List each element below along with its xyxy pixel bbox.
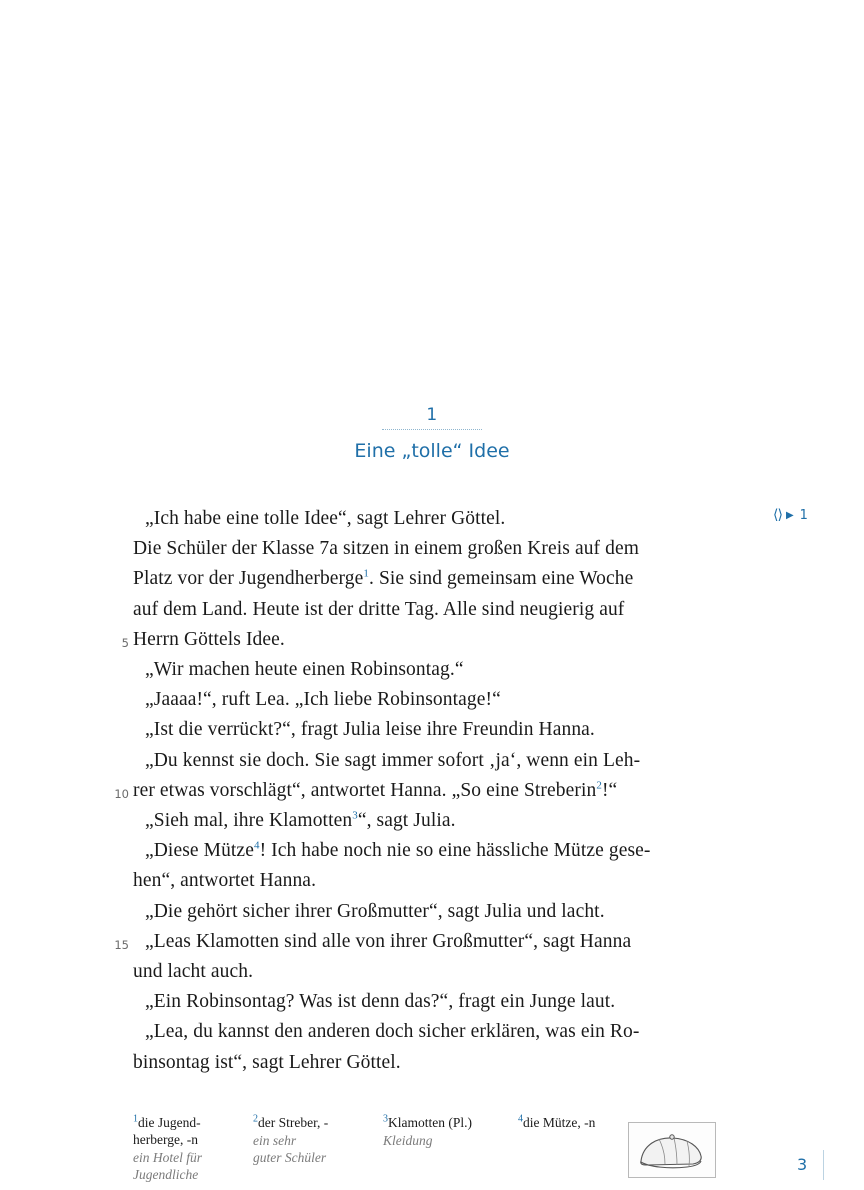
- line-text-cont: !“: [601, 779, 618, 801]
- page-edge-rule: [823, 1150, 824, 1180]
- story-line: [133, 987, 733, 1017]
- line-number: 5: [121, 635, 129, 650]
- line-text: „Ist die verrückt?“, fragt Julia leise ihre Freundin Hanna.: [145, 719, 595, 741]
- story-line: [133, 746, 733, 776]
- footnote-marker: 3: [383, 1113, 388, 1125]
- chapter-divider: [382, 429, 482, 430]
- story-line: [133, 685, 733, 715]
- line-number: 15: [114, 937, 129, 952]
- line-text-cont: . Sie sind gemeinsam eine Woche: [369, 568, 634, 590]
- story-line: [133, 1017, 733, 1047]
- line-text: Platz vor der Jugendherberge: [133, 568, 364, 590]
- story-text: [114, 504, 733, 1078]
- line-text-cont: ! Ich habe noch nie so eine hässliche Mütze gese-: [259, 840, 651, 862]
- line-number: 10: [114, 786, 129, 801]
- story-line: [133, 715, 733, 745]
- story-line: [133, 534, 733, 564]
- line-text: Herrn Göttels Idee.: [133, 628, 285, 650]
- footnote-entry: [383, 1114, 518, 1183]
- cap-illustration-drawing: [629, 1123, 715, 1177]
- story-line: [133, 564, 733, 594]
- cd-icon: ⟨⟩: [773, 507, 782, 523]
- story-line: [133, 655, 733, 685]
- story-line: [133, 866, 733, 896]
- page-number: 3: [797, 1155, 808, 1174]
- footnote-reference: 1: [363, 567, 370, 580]
- line-text: „Leas Klamotten sind alle von ihrer Großmutter“, sagt Hanna: [145, 930, 632, 952]
- audio-track-marker: [773, 507, 808, 523]
- story-line: [133, 897, 733, 927]
- line-text: „Die gehört sicher ihrer Großmutter“, sagt Julia und lacht.: [145, 900, 605, 922]
- line-text: „Diese Mütze: [145, 840, 254, 862]
- footnote-reference: 2: [596, 779, 602, 792]
- chapter-title: Eine „tolle“ Idee: [354, 440, 510, 462]
- chapter-header: [0, 404, 864, 463]
- footnote-marker: 2: [253, 1113, 258, 1125]
- line-text: „Jaaaa!“, ruft Lea. „Ich liebe Robinsontage!“: [145, 689, 501, 711]
- line-text: hen“, antwortet Hanna.: [133, 870, 317, 892]
- cap-illustration: [628, 1122, 716, 1178]
- footnote-marker: 1: [133, 1113, 138, 1125]
- footnote-term: $^4$die Mütze, -n: [518, 1113, 596, 1130]
- line-text-cont: “, sagt Julia.: [357, 810, 456, 832]
- story-line: [114, 776, 733, 806]
- line-text: „Sieh mal, ihre Klamotten: [145, 810, 353, 832]
- story-line: [133, 504, 733, 534]
- audio-track-number: 1: [799, 507, 808, 523]
- footnote-definition: ein sehr guter Schüler: [253, 1133, 327, 1165]
- chapter-number: 1: [426, 405, 438, 425]
- line-text: „Ein Robinsontag? Was ist denn das?“, fragt ein Junge laut.: [145, 991, 616, 1013]
- footnote-definition: ein Hotel für Jugendliche: [133, 1150, 202, 1182]
- line-text: rer etwas vorschlägt“, antwortet Hanna. „So eine Streberin: [133, 779, 597, 801]
- story-line: [133, 957, 733, 987]
- play-triangle-icon: ▶: [785, 509, 794, 521]
- story-line: [133, 1048, 733, 1078]
- story-line: [133, 595, 733, 625]
- line-text: auf dem Land. Heute ist der dritte Tag. Alle sind neugierig auf: [133, 598, 625, 620]
- footnote-reference: 3: [352, 809, 358, 822]
- footnote-marker: 4: [518, 1113, 523, 1125]
- footnote-reference: 4: [253, 839, 260, 852]
- footnote-term: $^3$Klamotten (Pl.): [383, 1113, 472, 1130]
- footnote-term: $^2$der Streber, -: [253, 1113, 329, 1130]
- line-text: Die Schüler der Klasse 7a sitzen in einem großen Kreis auf dem: [133, 538, 639, 560]
- footnote-definition: Kleidung: [383, 1133, 433, 1148]
- line-text: „Du kennst sie doch. Sie sagt immer sofort ‚ja‘, wenn ein Leh-: [145, 749, 641, 771]
- footnote-entry: [133, 1114, 253, 1183]
- line-text: und lacht auch.: [133, 961, 254, 983]
- line-text: „Lea, du kannst den anderen doch sicher erklären, was ein Ro-: [145, 1021, 640, 1043]
- story-line: [114, 927, 733, 957]
- story-line: [121, 625, 733, 655]
- line-text: „Ich habe eine tolle Idee“, sagt Lehrer Göttel.: [145, 508, 506, 529]
- footnote-term: $^1$die Jugend- herberge, -n: [133, 1113, 201, 1147]
- story-line: [133, 806, 733, 836]
- line-text: binsontag ist“, sagt Lehrer Göttel.: [133, 1051, 401, 1073]
- footnote-entry: [253, 1114, 383, 1183]
- line-text: „Wir machen heute einen Robinsontag.“: [145, 659, 464, 681]
- story-line: [133, 836, 733, 866]
